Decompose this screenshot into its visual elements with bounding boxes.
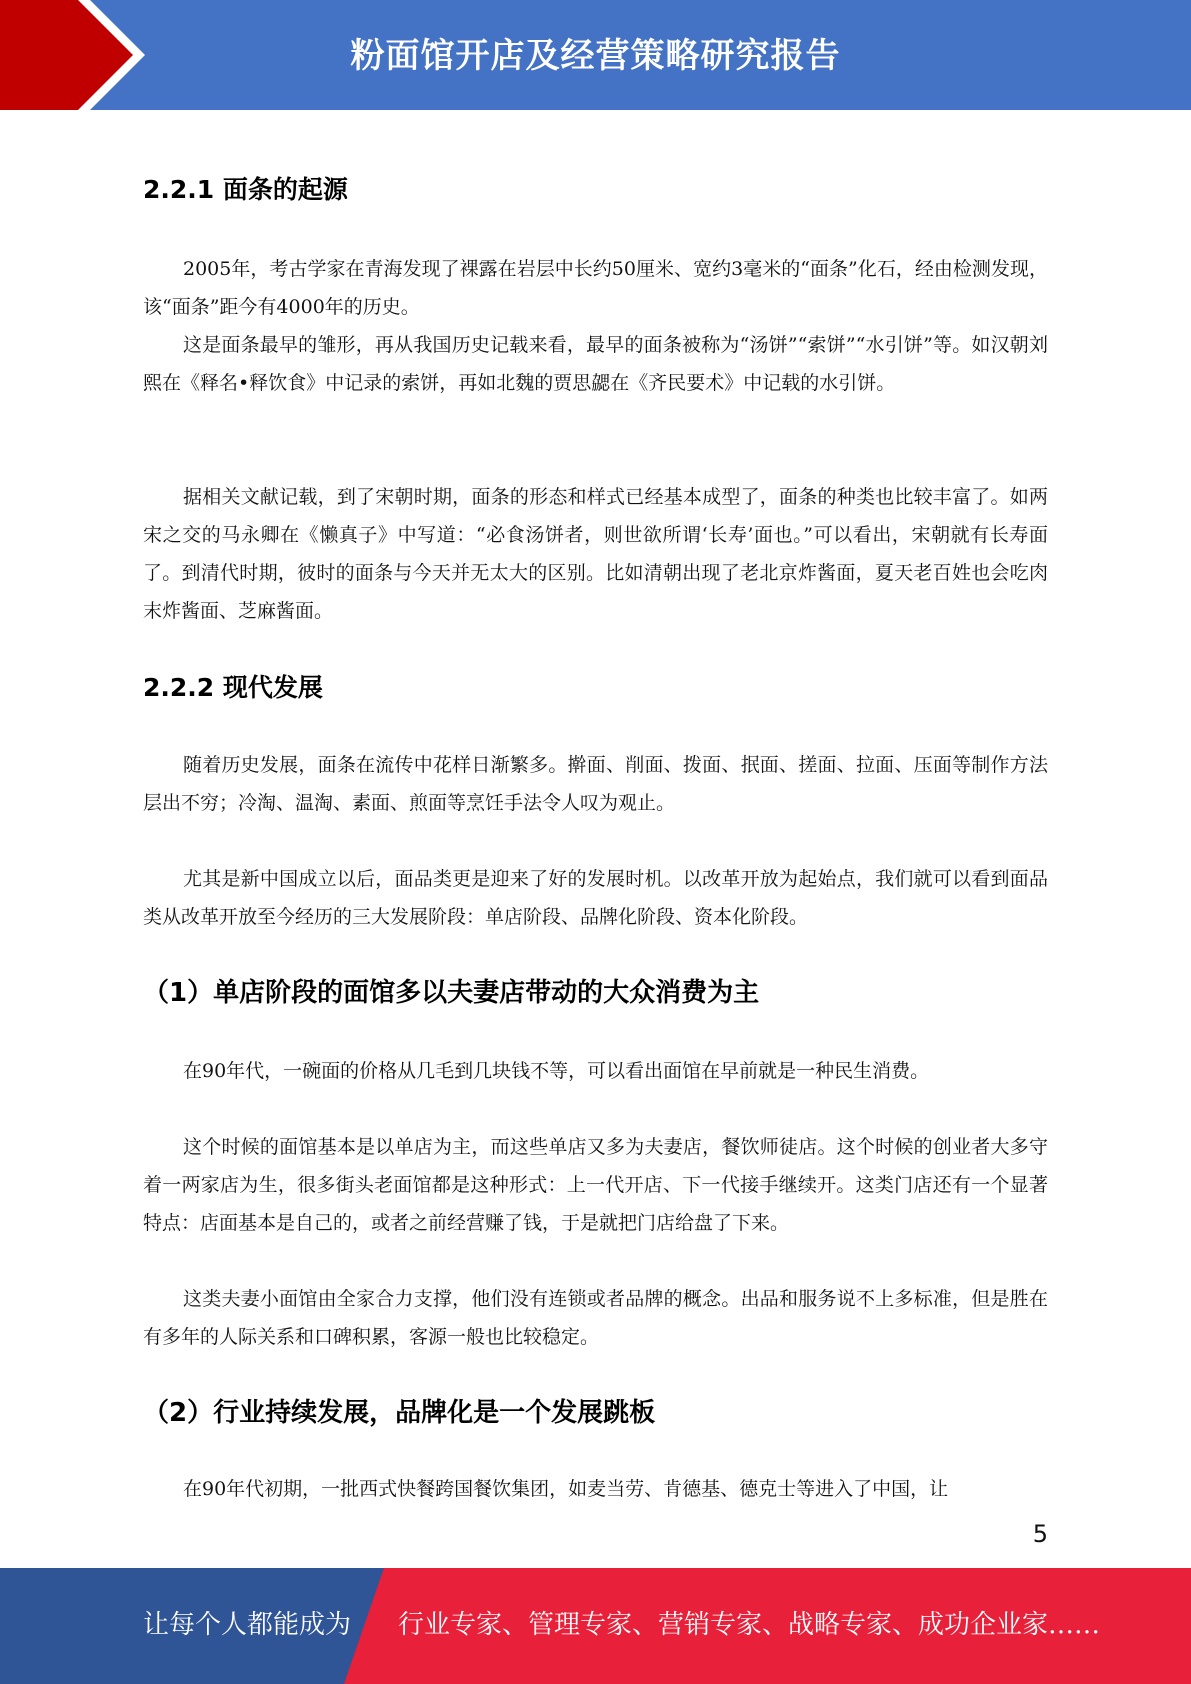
page-header (0, 0, 1191, 110)
paragraph: 在90年代，一碗面的价格从几毛到几块钱不等，可以看出面馆在早前就是一种民生消费。 (183, 1060, 930, 1082)
subsection-heading-2: （2）行业持续发展，品牌化是一个发展跳板 (143, 1398, 656, 1428)
paragraph: 据相关文献记载，到了宋朝时期，面条的形态和样式已经基本成型了，面条的种类也比较丰富了。如两宋之交的马永卿在《懒真子》中写道：“必食汤饼者，则世欲所谓‘长寿’面也。”可以看出，宋朝就有长寿面了。到清代时期，彼时的面条与今天并无太大的区别。比如清朝出现了老北京炸酱面，夏天老百姓也会吃肉末炸酱面、芝麻酱面。 (143, 486, 1048, 622)
report-title: 粉面馆开店及经营策略研究报告 (350, 36, 841, 76)
paragraph: 这是面条最早的雏形，再从我国历史记载来看，最早的面条被称为“汤饼”“索饼”“水引饼”等。如汉朝刘熙在《释名•释饮食》中记录的索饼，再如北魏的贾思勰在《齐民要术》中记载的水引饼。 (143, 334, 1048, 394)
paragraph: 随着历史发展，面条在流传中花样日渐繁多。擀面、削面、拨面、抿面、搓面、拉面、压面等制作方法层出不穷；冷淘、温淘、素面、煎面等烹饪手法令人叹为观止。 (143, 754, 1048, 814)
paragraph: 尤其是新中国成立以后，面品类更是迎来了好的发展时机。以改革开放为起始点，我们就可以看到面品类从改革开放至今经历的三大发展阶段：单店阶段、品牌化阶段、资本化阶段。 (143, 868, 1048, 928)
paragraph: 2005年，考古学家在青海发现了裸露在岩层中长约50厘米、宽约3毫米的“面条”化石，经由检测发现，该“面条”距今有4000年的历史。 (143, 258, 1048, 318)
section-heading-2-2-2: 2.2.2 现代发展 (143, 673, 323, 702)
footer-slogan-left: 让每个人都能成为 (143, 1610, 352, 1640)
page-number: 5 (1032, 1520, 1048, 1548)
section-heading-2-2-1: 2.2.1 面条的起源 (143, 175, 348, 204)
paragraph: 这类夫妻小面馆由全家合力支撑，他们没有连锁或者品牌的概念。出品和服务说不上多标准，但是胜在有多年的人际关系和口碑积累，客源一般也比较稳定。 (143, 1288, 1048, 1348)
subsection-heading-1: （1）单店阶段的面馆多以夫妻店带动的大众消费为主 (143, 978, 760, 1008)
footer-slogan-right: 行业专家、管理专家、营销专家、战略专家、成功企业家…… (398, 1610, 1101, 1640)
page-footer (0, 1568, 1191, 1684)
paragraph: 在90年代初期，一批西式快餐跨国餐饮集团，如麦当劳、肯德基、德克士等进入了中国，让 (183, 1478, 949, 1500)
paragraph: 这个时候的面馆基本是以单店为主，而这些单店又多为夫妻店，餐饮师徒店。这个时候的创业者大多守着一两家店为生，很多街头老面馆都是这种形式：上一代开店、下一代接手继续开。这类门店还有一个显著特点：店面基本是自己的，或者之前经营赚了钱，于是就把门店给盘了下来。 (143, 1136, 1048, 1234)
